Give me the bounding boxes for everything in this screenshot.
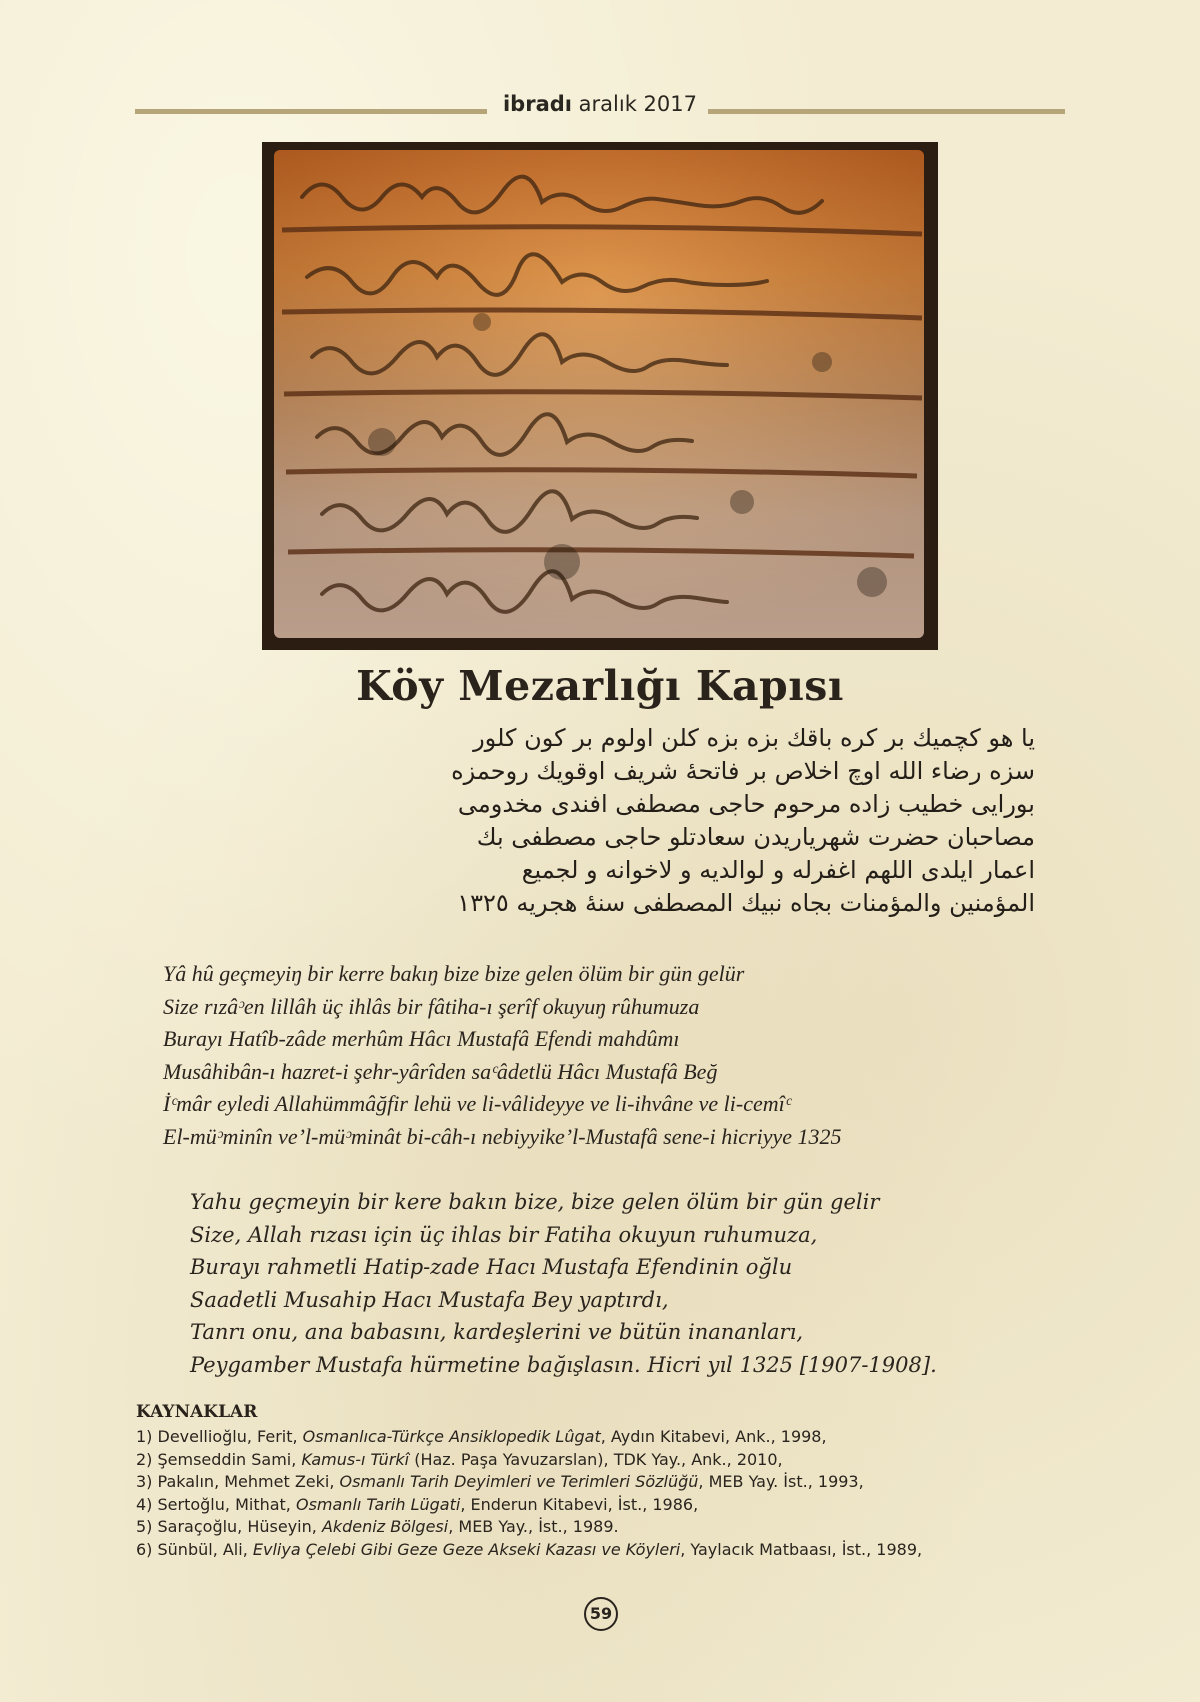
reference-publisher: , Enderun Kitabevi, İst., 1986, — [460, 1494, 699, 1514]
ottoman-line: سزه رضاء الله اوچ اخلاص بر فاتحهٔ شريف اوقويك روحمزه — [451, 757, 1035, 785]
reference-publisher: , MEB Yay., İst., 1989. — [448, 1517, 619, 1536]
reference-item — [136, 1516, 1076, 1539]
reference-work: Osmanlı Tarih Lügati — [295, 1494, 461, 1514]
references-section — [136, 1402, 1076, 1561]
transliteration-line: Size rızâᵓen lillâh üç ihlâs bir fâtiha-ı şerîf okuyuŋ rûhumuza — [163, 993, 700, 1019]
ottoman-line: المؤمنين والمؤمنات بجاه نبيك المصطفى سنهٔ هجريه ١٣٢٥ — [457, 889, 1035, 917]
transliteration-line: El-müᵓminîn ve’l-müᵓminât bi-câh-ı nebiyyike’l-Mustafâ sene-i hicriyye 1325 — [163, 1123, 842, 1149]
inscription-photo — [262, 142, 938, 650]
transliteration-line: Musâhibân-ı hazret-i şehr-yârîden saᶜâdetlü Hâcı Mustafâ Beğ — [163, 1058, 718, 1084]
ottoman-line: اعمار ايلدى اللهم اغفرله و لوالديه و لاخوانه و لجميع — [521, 856, 1035, 884]
reference-item — [136, 1471, 1076, 1494]
reference-publisher: , Yaylacık Matbaası, İst., 1989, — [680, 1539, 923, 1559]
reference-author: 3) Pakalın, Mehmet Zeki, — [136, 1472, 340, 1491]
modern-line: Yahu geçmeyin bir kere bakın bize, bize gelen ölüm bir gün gelir — [190, 1190, 880, 1214]
transliteration-text — [163, 958, 1063, 1153]
ottoman-line: مصاحبان حضرت شهرياريدن سعادتلو حاجى مصطفى بك — [476, 823, 1035, 851]
reference-work: Akdeniz Bölgesi — [321, 1517, 449, 1536]
reference-publisher: (Haz. Paşa Yavuzarslan), TDK Yay., Ank., 2010, — [409, 1449, 783, 1469]
reference-publisher: , Aydın Kitabevi, Ank., 1998, — [600, 1427, 827, 1446]
ottoman-inscription-text — [370, 722, 1035, 920]
header-rule-right — [708, 109, 1065, 114]
header-rule-left — [135, 109, 487, 114]
reference-publisher: , MEB Yay. İst., 1993, — [698, 1472, 864, 1491]
reference-author: 1) Devellioğlu, Ferit, — [136, 1427, 303, 1446]
ottoman-line: بورايى خطيب زاده مرحوم حاجى مصطفى افندى مخدومى — [457, 790, 1035, 818]
modern-turkish-text — [190, 1186, 1050, 1381]
page-number: 59 — [584, 1597, 618, 1631]
transliteration-line: İᶜmâr eyledi Allahümmâğfir lehü ve li-vâlideyye ve li-ihvâne ve li-cemîᶜ — [163, 1091, 791, 1116]
reference-author: 6) Sünbül, Ali, — [136, 1539, 253, 1559]
reference-item — [136, 1426, 1076, 1449]
modern-line: Peygamber Mustafa hürmetine bağışlasın. Hicri yıl 1325 [1907-1908]. — [190, 1352, 937, 1377]
modern-line: Burayı rahmetli Hatip-zade Hacı Mustafa Efendinin oğlu — [190, 1255, 793, 1279]
reference-work: Osmanlıca-Türkçe Ansiklopedik Lûgat — [302, 1427, 601, 1446]
transliteration-line: Yâ hû geçmeyiŋ bir kerre bakıŋ bize bize gelen ölüm bir gün gelür — [163, 961, 745, 986]
page-header — [135, 90, 1065, 120]
reference-author: 2) Şemseddin Sami, — [136, 1449, 302, 1469]
reference-author: 5) Saraçoğlu, Hüseyin, — [136, 1517, 322, 1536]
reference-work: Osmanlı Tarih Deyimleri ve Terimleri Sözlüğü — [339, 1472, 699, 1491]
reference-work: Kamus-ı Türkî — [301, 1449, 410, 1469]
modern-line: Size, Allah rızası için üç ihlas bir Fatiha okuyun ruhumuza, — [190, 1222, 818, 1247]
reference-item — [136, 1494, 1076, 1517]
references-heading: KAYNAKLAR — [136, 1402, 258, 1422]
reference-work: Evliya Çelebi Gibi Geze Geze Akseki Kazası ve Köyleri — [252, 1539, 681, 1559]
publication-name: ibradı — [502, 92, 572, 116]
ottoman-line: يا هو كچميك بر كره باقك بزه بزه كلن اولوم بر كون كلور — [473, 724, 1035, 752]
reference-item — [136, 1449, 1076, 1472]
modern-line: Saadetli Musahip Hacı Mustafa Bey yaptırdı, — [190, 1287, 669, 1312]
inscription-stone-image — [262, 142, 938, 650]
transliteration-line: Burayı Hatîb-zâde merhûm Hâcı Mustafâ Efendi mahdûmı — [163, 1026, 680, 1051]
reference-author: 4) Sertoğlu, Mithat, — [136, 1494, 296, 1514]
reference-item — [136, 1539, 1076, 1562]
header-title — [500, 92, 700, 116]
modern-line: Tanrı onu, ana babasını, kardeşlerini ve bütün inananları, — [190, 1320, 803, 1344]
article-title: Köy Mezarlığı Kapısı — [356, 662, 844, 710]
issue-date: aralık 2017 — [578, 92, 697, 116]
